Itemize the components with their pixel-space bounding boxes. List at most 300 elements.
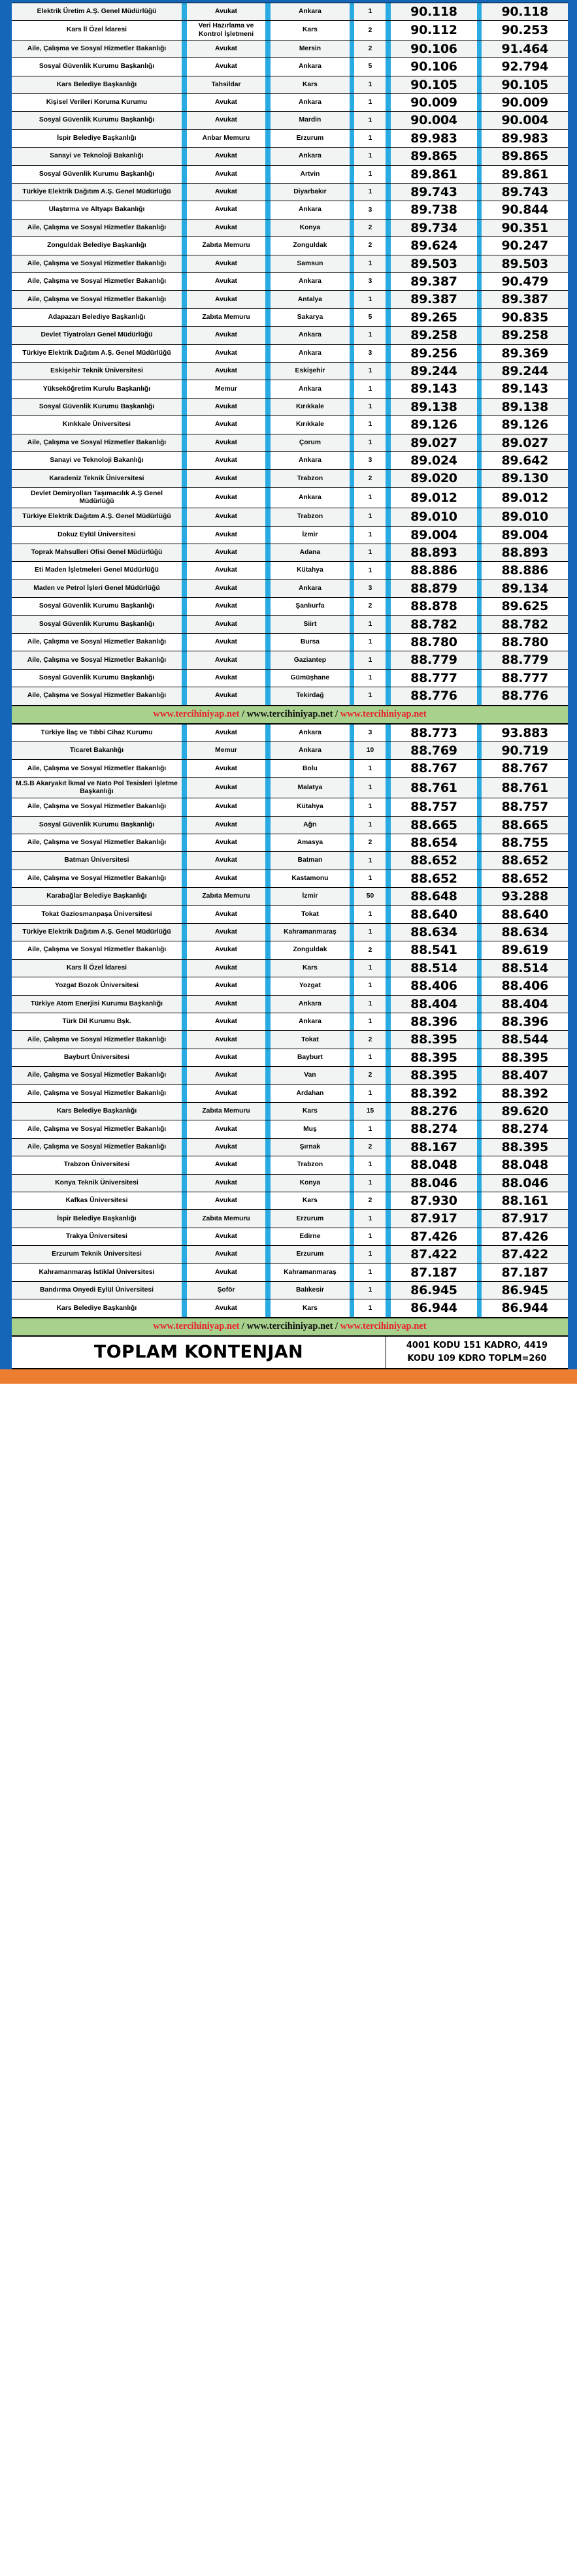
column-separator: [477, 995, 482, 1013]
cell-institution: Aile, Çalışma ve Sosyal Hizmetler Bakanlığı: [12, 651, 182, 669]
cell-min-score: 89.865: [391, 148, 477, 165]
cell-institution: Türkiye Elektrik Dağıtım A.Ş. Genel Müdürlüğü: [12, 508, 182, 526]
column-separator: [265, 562, 271, 579]
column-separator: [386, 1103, 391, 1120]
cell-city: Ağrı: [271, 816, 350, 834]
column-separator: [265, 3, 271, 21]
cell-min-score: 87.426: [391, 1228, 477, 1245]
watermark-banner-row: [12, 706, 568, 724]
cell-min-score: 90.118: [391, 3, 477, 21]
cell-institution: Eti Maden İşletmeleri Genel Müdürlüğü: [12, 562, 182, 579]
cell-position: Avukat: [187, 834, 266, 851]
cell-city: Ankara: [271, 1013, 350, 1030]
column-separator: [350, 308, 355, 326]
cell-quota: 10: [354, 742, 386, 760]
cell-min-score: 89.734: [391, 219, 477, 236]
cell-institution: Kars Belediye Başkanlığı: [12, 76, 182, 93]
column-separator: [350, 76, 355, 93]
cell-min-score: 88.395: [391, 1031, 477, 1049]
cell-min-score: 88.406: [391, 977, 477, 995]
column-separator: [350, 237, 355, 255]
column-separator: [386, 165, 391, 183]
column-separator: [386, 923, 391, 941]
column-separator: [386, 1174, 391, 1192]
cell-city: Zonguldak: [271, 941, 350, 959]
table-row: [12, 598, 568, 615]
cell-min-score: 89.624: [391, 237, 477, 255]
column-separator: [477, 112, 482, 129]
cell-city: Erzurum: [271, 1210, 350, 1228]
column-separator: [265, 148, 271, 165]
cell-max-score: 89.012: [482, 487, 568, 508]
cell-quota: 2: [354, 40, 386, 57]
column-separator: [265, 1031, 271, 1049]
column-separator: [350, 452, 355, 470]
column-separator: [182, 1138, 187, 1156]
cell-institution: Bayburt Üniversitesi: [12, 1049, 182, 1066]
cell-institution: Elektrik Üretim A.Ş. Genel Müdürlüğü: [12, 3, 182, 21]
cell-max-score: 89.983: [482, 129, 568, 147]
cell-max-score: 89.387: [482, 291, 568, 308]
cell-position: Şoför: [187, 1282, 266, 1299]
cell-position: Avukat: [187, 1299, 266, 1318]
table-row: [12, 1067, 568, 1084]
table-row: [12, 183, 568, 201]
column-separator: [386, 724, 391, 742]
cell-position: Veri Hazırlama ve Kontrol İşletmeni: [187, 21, 266, 40]
column-separator: [265, 1138, 271, 1156]
cell-quota: 1: [354, 148, 386, 165]
watermark-segment: www.tercihiniyap.net: [246, 1321, 333, 1332]
column-separator: [386, 798, 391, 816]
column-separator: [265, 888, 271, 905]
cell-position: Avukat: [187, 219, 266, 236]
column-separator: [350, 93, 355, 111]
column-separator: [477, 742, 482, 760]
cell-city: Tokat: [271, 1031, 350, 1049]
cell-city: Tokat: [271, 905, 350, 923]
table-row: [12, 1282, 568, 1299]
cell-city: Kastamonu: [271, 870, 350, 887]
column-separator: [182, 742, 187, 760]
column-separator: [386, 1228, 391, 1245]
cell-institution: Adapazarı Belediye Başkanlığı: [12, 308, 182, 326]
table-row: [12, 344, 568, 362]
column-separator: [182, 598, 187, 615]
column-separator: [265, 93, 271, 111]
column-separator: [350, 1192, 355, 1210]
column-separator: [350, 1174, 355, 1192]
cell-max-score: 88.782: [482, 615, 568, 633]
column-separator: [350, 633, 355, 651]
cell-quota: 2: [354, 941, 386, 959]
column-separator: [350, 995, 355, 1013]
column-separator: [265, 380, 271, 398]
cell-max-score: 90.835: [482, 308, 568, 326]
column-separator: [182, 1282, 187, 1299]
cell-institution: Sanayi ve Teknoloji Bakanlığı: [12, 148, 182, 165]
table-row: [12, 834, 568, 851]
kpss-placement-table-sheet: [0, 3, 577, 1369]
table-row: [12, 923, 568, 941]
cell-min-score: 89.861: [391, 165, 477, 183]
cell-city: Diyarbakır: [271, 183, 350, 201]
watermark-segment: www.tercihiniyap.net: [340, 709, 427, 720]
cell-position: Avukat: [187, 598, 266, 615]
cell-city: Sakarya: [271, 308, 350, 326]
column-separator: [350, 1049, 355, 1066]
cell-min-score: 86.944: [391, 1299, 477, 1318]
cell-position: Avukat: [187, 58, 266, 76]
column-separator: [477, 852, 482, 870]
column-separator: [386, 291, 391, 308]
column-separator: [265, 1228, 271, 1245]
watermark-banner-cell: [12, 706, 568, 724]
column-separator: [182, 93, 187, 111]
column-separator: [265, 219, 271, 236]
column-separator: [386, 93, 391, 111]
cell-quota: 2: [354, 1067, 386, 1084]
column-separator: [182, 760, 187, 777]
total-quota-label: TOPLAM KONTENJAN: [12, 1336, 386, 1369]
column-separator: [477, 941, 482, 959]
column-separator: [386, 1084, 391, 1102]
cell-city: Kırıkkale: [271, 416, 350, 434]
cell-city: Kars: [271, 76, 350, 93]
column-separator: [350, 687, 355, 706]
cell-quota: 1: [354, 544, 386, 561]
column-separator: [182, 941, 187, 959]
cell-max-score: 90.247: [482, 237, 568, 255]
cell-min-score: 89.258: [391, 327, 477, 344]
column-separator: [386, 1120, 391, 1138]
cell-institution: Trakya Üniversitesi: [12, 1228, 182, 1245]
column-separator: [265, 1013, 271, 1030]
column-separator: [265, 237, 271, 255]
cell-position: Avukat: [187, 669, 266, 687]
cell-city: Adana: [271, 544, 350, 561]
cell-quota: 1: [354, 508, 386, 526]
cell-city: Kars: [271, 959, 350, 977]
cell-position: Avukat: [187, 452, 266, 470]
column-separator: [265, 526, 271, 544]
cell-min-score: 89.738: [391, 201, 477, 219]
column-separator: [386, 852, 391, 870]
cell-quota: 1: [354, 1120, 386, 1138]
cell-quota: 1: [354, 1228, 386, 1245]
table-row: [12, 398, 568, 416]
cell-city: Ankara: [271, 58, 350, 76]
cell-position: Avukat: [187, 1031, 266, 1049]
column-separator: [182, 687, 187, 706]
column-separator: [477, 470, 482, 487]
column-separator: [182, 183, 187, 201]
cell-institution: Sosyal Güvenlik Kurumu Başkanlığı: [12, 112, 182, 129]
table-row: [12, 363, 568, 380]
table-row: [12, 487, 568, 508]
cell-city: Ankara: [271, 995, 350, 1013]
cell-min-score: 89.143: [391, 380, 477, 398]
cell-min-score: 89.138: [391, 398, 477, 416]
column-separator: [477, 129, 482, 147]
column-separator: [477, 452, 482, 470]
cell-max-score: 88.404: [482, 995, 568, 1013]
column-separator: [182, 40, 187, 57]
column-separator: [182, 76, 187, 93]
column-separator: [182, 58, 187, 76]
column-separator: [386, 237, 391, 255]
column-separator: [350, 724, 355, 742]
cell-quota: 2: [354, 470, 386, 487]
cell-min-score: 88.640: [391, 905, 477, 923]
cell-min-score: 89.387: [391, 272, 477, 290]
cell-max-score: 89.143: [482, 380, 568, 398]
column-separator: [265, 1210, 271, 1228]
cell-institution: Sosyal Güvenlik Kurumu Başkanlığı: [12, 615, 182, 633]
cell-city: Van: [271, 1067, 350, 1084]
cell-institution: Aile, Çalışma ve Sosyal Hizmetler Bakanlığı: [12, 1067, 182, 1084]
cell-city: Erzurum: [271, 1246, 350, 1264]
table-row: [12, 526, 568, 544]
cell-max-score: 90.351: [482, 219, 568, 236]
placement-results-table: [12, 3, 568, 1369]
cell-city: Şanlıurfa: [271, 598, 350, 615]
column-separator: [350, 544, 355, 561]
column-separator: [265, 1103, 271, 1120]
cell-institution: Türkiye İlaç ve Tıbbi Cihaz Kurumu: [12, 724, 182, 742]
column-separator: [182, 777, 187, 798]
table-row: [12, 129, 568, 147]
cell-city: Ankara: [271, 201, 350, 219]
column-separator: [265, 470, 271, 487]
column-separator: [477, 598, 482, 615]
cell-min-score: 88.779: [391, 651, 477, 669]
cell-position: Avukat: [187, 1120, 266, 1138]
column-separator: [350, 40, 355, 57]
column-separator: [182, 1013, 187, 1030]
cell-city: Zonguldak: [271, 237, 350, 255]
cell-quota: 1: [354, 363, 386, 380]
cell-institution: Kahramanmaraş İstiklal Üniversitesi: [12, 1264, 182, 1281]
column-separator: [386, 941, 391, 959]
cell-min-score: 88.046: [391, 1174, 477, 1192]
cell-max-score: 88.274: [482, 1120, 568, 1138]
cell-institution: İspir Belediye Başkanlığı: [12, 129, 182, 147]
cell-position: Zabıta Memuru: [187, 1103, 266, 1120]
cell-city: Kahramanmaraş: [271, 1264, 350, 1281]
column-separator: [182, 852, 187, 870]
column-separator: [477, 777, 482, 798]
cell-institution: Aile, Çalışma ve Sosyal Hizmetler Bakanlığı: [12, 687, 182, 706]
column-separator: [265, 923, 271, 941]
table-row: [12, 669, 568, 687]
column-separator: [477, 219, 482, 236]
cell-max-score: 89.625: [482, 598, 568, 615]
cell-max-score: 88.161: [482, 1192, 568, 1210]
cell-max-score: 88.761: [482, 777, 568, 798]
cell-max-score: 90.118: [482, 3, 568, 21]
watermark-banner-row: [12, 1318, 568, 1336]
cell-institution: Bandırma Onyedi Eylül Üniversitesi: [12, 1282, 182, 1299]
cell-position: Avukat: [187, 870, 266, 887]
column-separator: [350, 1299, 355, 1318]
cell-city: Kütahya: [271, 798, 350, 816]
cell-position: Avukat: [187, 1084, 266, 1102]
column-separator: [477, 888, 482, 905]
column-separator: [182, 344, 187, 362]
cell-institution: Eskişehir Teknik Üniversitesi: [12, 363, 182, 380]
cell-min-score: 88.648: [391, 888, 477, 905]
column-separator: [386, 562, 391, 579]
column-separator: [350, 416, 355, 434]
table-row: [12, 816, 568, 834]
column-separator: [182, 508, 187, 526]
cell-institution: Batman Üniversitesi: [12, 852, 182, 870]
cell-institution: Sosyal Güvenlik Kurumu Başkanlığı: [12, 58, 182, 76]
cell-position: Zabıta Memuru: [187, 888, 266, 905]
cell-city: Gümüşhane: [271, 669, 350, 687]
watermark-banner-cell: [12, 1318, 568, 1336]
cell-position: Avukat: [187, 112, 266, 129]
cell-institution: Sosyal Güvenlik Kurumu Başkanlığı: [12, 816, 182, 834]
column-separator: [265, 1282, 271, 1299]
column-separator: [386, 615, 391, 633]
table-row: [12, 1156, 568, 1174]
column-separator: [477, 327, 482, 344]
cell-max-score: 88.755: [482, 834, 568, 851]
column-separator: [182, 1084, 187, 1102]
table-row: [12, 76, 568, 93]
cell-quota: 1: [354, 1084, 386, 1102]
table-row: [12, 1103, 568, 1120]
cell-position: Avukat: [187, 1174, 266, 1192]
cell-institution: Aile, Çalışma ve Sosyal Hizmetler Bakanlığı: [12, 219, 182, 236]
cell-min-score: 86.945: [391, 1282, 477, 1299]
cell-quota: 15: [354, 1103, 386, 1120]
cell-position: Avukat: [187, 1156, 266, 1174]
cell-position: Avukat: [187, 633, 266, 651]
cell-position: Avukat: [187, 148, 266, 165]
column-separator: [477, 363, 482, 380]
cell-institution: M.S.B Akaryakıt İkmal ve Nato Pol Tesisleri İşletme Başkanlığı: [12, 777, 182, 798]
cell-min-score: 88.274: [391, 1120, 477, 1138]
cell-position: Avukat: [187, 165, 266, 183]
table-row: [12, 58, 568, 76]
column-separator: [265, 165, 271, 183]
cell-max-score: 89.027: [482, 434, 568, 451]
cell-position: Avukat: [187, 344, 266, 362]
column-separator: [477, 651, 482, 669]
column-separator: [477, 724, 482, 742]
column-separator: [350, 742, 355, 760]
cell-institution: Trabzon Üniversitesi: [12, 1156, 182, 1174]
table-row: [12, 760, 568, 777]
column-separator: [182, 651, 187, 669]
column-separator: [265, 452, 271, 470]
bottom-orange-bar: [0, 1369, 577, 1384]
column-separator: [182, 1264, 187, 1281]
cell-max-score: 88.046: [482, 1174, 568, 1192]
column-separator: [182, 380, 187, 398]
cell-institution: Erzurum Teknik Üniversitesi: [12, 1246, 182, 1264]
table-row: [12, 777, 568, 798]
cell-min-score: 88.395: [391, 1049, 477, 1066]
table-row: [12, 165, 568, 183]
column-separator: [386, 1156, 391, 1174]
cell-min-score: 88.652: [391, 870, 477, 887]
cell-min-score: 88.878: [391, 598, 477, 615]
cell-position: Avukat: [187, 852, 266, 870]
cell-quota: 1: [354, 1013, 386, 1030]
column-separator: [265, 434, 271, 451]
cell-institution: Aile, Çalışma ve Sosyal Hizmetler Bakanlığı: [12, 941, 182, 959]
column-separator: [265, 669, 271, 687]
cell-institution: Aile, Çalışma ve Sosyal Hizmetler Bakanlığı: [12, 255, 182, 272]
column-separator: [350, 363, 355, 380]
cell-position: Avukat: [187, 1192, 266, 1210]
cell-institution: Kişisel Verileri Koruma Kurumu: [12, 93, 182, 111]
column-separator: [182, 995, 187, 1013]
cell-max-score: 89.138: [482, 398, 568, 416]
cell-institution: Türkiye Atom Enerjisi Kurumu Başkanlığı: [12, 995, 182, 1013]
column-separator: [182, 470, 187, 487]
cell-quota: 1: [354, 327, 386, 344]
cell-position: Avukat: [187, 562, 266, 579]
cell-institution: Kars İl Özel İdaresi: [12, 21, 182, 40]
column-separator: [265, 291, 271, 308]
cell-city: Antalya: [271, 291, 350, 308]
column-separator: [350, 562, 355, 579]
column-separator: [477, 760, 482, 777]
cell-city: Kahramanmaraş: [271, 923, 350, 941]
column-separator: [386, 1067, 391, 1084]
table-row: [12, 21, 568, 40]
cell-city: Ankara: [271, 344, 350, 362]
cell-min-score: 88.767: [391, 760, 477, 777]
cell-min-score: 89.265: [391, 308, 477, 326]
cell-institution: Türkiye Elektrik Dağıtım A.Ş. Genel Müdürlüğü: [12, 923, 182, 941]
cell-city: Ankara: [271, 452, 350, 470]
cell-min-score: 89.020: [391, 470, 477, 487]
cell-max-score: 88.406: [482, 977, 568, 995]
column-separator: [182, 1210, 187, 1228]
column-separator: [386, 1192, 391, 1210]
column-separator: [350, 816, 355, 834]
column-separator: [477, 148, 482, 165]
cell-min-score: 88.773: [391, 724, 477, 742]
cell-institution: Tokat Gaziosmanpaşa Üniversitesi: [12, 905, 182, 923]
watermark-segment: /: [333, 1321, 340, 1332]
column-separator: [350, 941, 355, 959]
column-separator: [477, 237, 482, 255]
cell-min-score: 88.392: [391, 1084, 477, 1102]
column-separator: [386, 21, 391, 40]
column-separator: [265, 959, 271, 977]
cell-quota: 1: [354, 1210, 386, 1228]
column-separator: [182, 816, 187, 834]
cell-quota: 3: [354, 579, 386, 597]
column-separator: [265, 1067, 271, 1084]
column-separator: [386, 508, 391, 526]
column-separator: [386, 870, 391, 887]
column-separator: [182, 579, 187, 597]
column-separator: [477, 344, 482, 362]
cell-quota: 1: [354, 129, 386, 147]
cell-min-score: 88.634: [391, 923, 477, 941]
cell-city: Samsun: [271, 255, 350, 272]
column-separator: [477, 1246, 482, 1264]
cell-institution: Yükseköğretim Kurulu Başkanlığı: [12, 380, 182, 398]
